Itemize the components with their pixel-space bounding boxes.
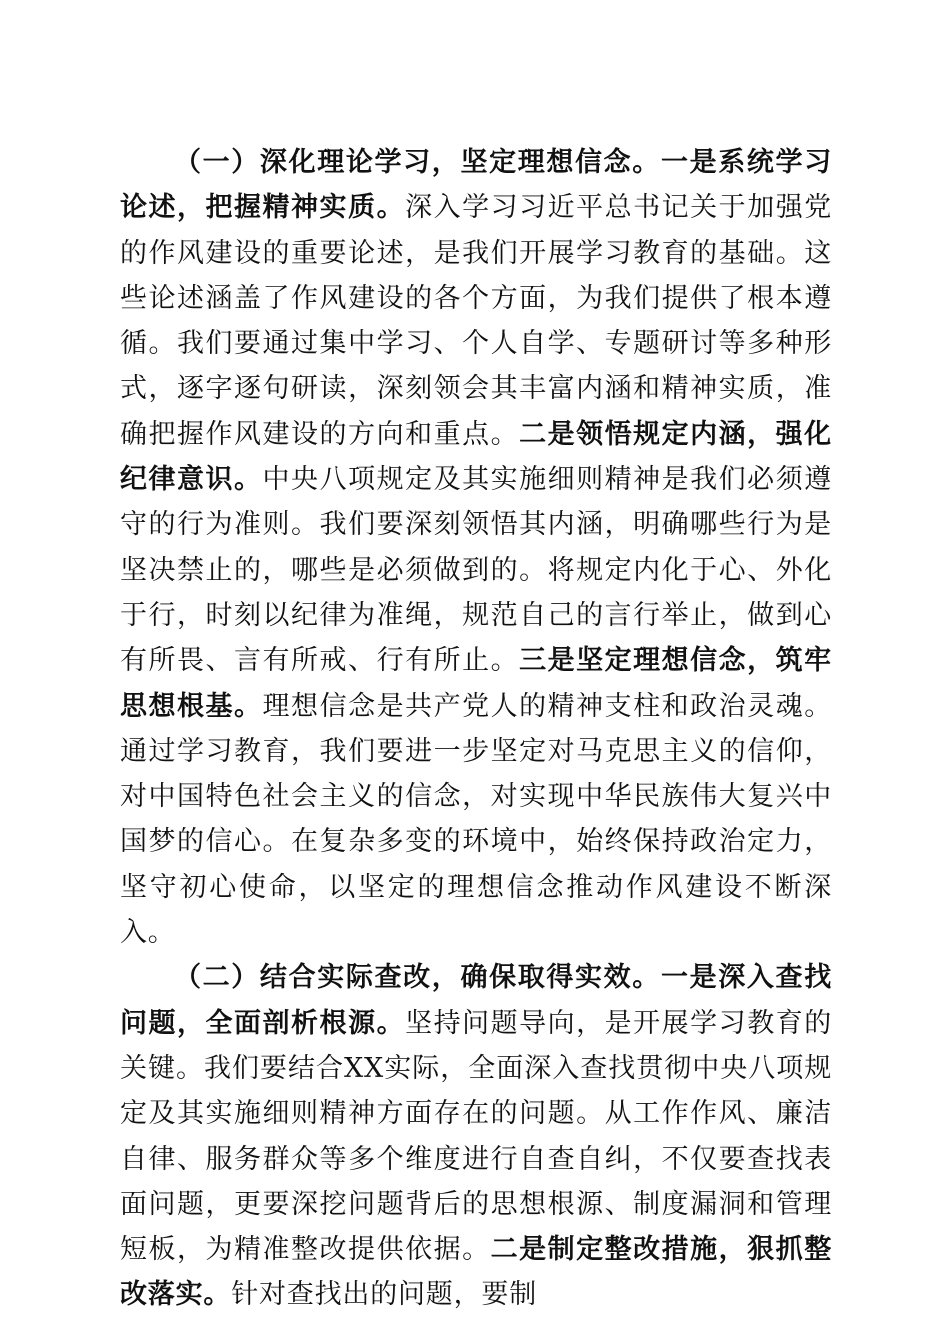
point-text-2-2: 针对查找出的问题，要制 bbox=[231, 1279, 538, 1311]
point-lead-2-1: 一是深入查找问题，全面剖析根源。 bbox=[120, 962, 832, 1039]
point-text-1-1: 深入学习习近平总书记关于加强党的作风建设的重要论述，是我们开展学习教育的基础。这些论述涵盖了作风建设的各个方面，为我们提供了根本遵循。我们要通过集中学习、个人自学、专题研讨等多种形式，逐字逐句研读，深刻领会其丰富内涵和精神实质，准确把握作风建设的方向和重点。 bbox=[120, 192, 833, 450]
point-text-1-3: 理想信念是共产党人的精神支柱和政治灵魂。通过学习教育，我们要进一步坚定对马克思主义的信仰，对中国特色社会主义的信念，对实现中华民族伟大复兴中国梦的信心。在复杂多变的环境中，始终保持政治定力，坚守初心使命，以坚定的理想信念推动作风建设不断深入。 bbox=[120, 690, 833, 949]
point-lead-1-3: 三是坚定理想信念，筑牢思想根基。 bbox=[120, 645, 832, 722]
document-body bbox=[120, 140, 832, 1318]
point-text-2-1: 坚持问题导向，是开展学习教育的关键。我们要结合XX实际，全面深入查找贯彻中央八项规定及其实施细则精神方面存在的问题。从工作作风、廉洁自律、服务群众等多个维度进行自查自纠，不仅要查找表面问题，更要深挖问题背后的思想根源、制度漏洞和管理短板，为精准整改提供依据。 bbox=[120, 1007, 833, 1266]
paragraph-2 bbox=[120, 955, 832, 1317]
section-heading-2: （二）结合实际查改，确保取得实效。 bbox=[174, 962, 661, 994]
point-text-1-2: 中央八项规定及其实施细则精神是我们必须遵守的行为准则。我们要深刻领悟其内涵，明确哪些行为是坚决禁止的，哪些是必须做到的。将规定内化于心、外化于行，时刻以纪律为准绳，规范自己的言行举止，做到心有所畏、言有所戒、行有所止。 bbox=[120, 464, 833, 677]
point-lead-1-1: 一是系统学习论述，把握精神实质。 bbox=[120, 147, 832, 224]
section-heading-1: （一）深化理论学习，坚定理想信念。 bbox=[174, 147, 661, 178]
paragraph-1 bbox=[120, 140, 832, 955]
point-lead-1-2: 二是领悟规定内涵，强化纪律意识。 bbox=[120, 418, 832, 496]
point-lead-2-2: 二是制定整改措施，狠抓整改落实。 bbox=[120, 1234, 832, 1311]
